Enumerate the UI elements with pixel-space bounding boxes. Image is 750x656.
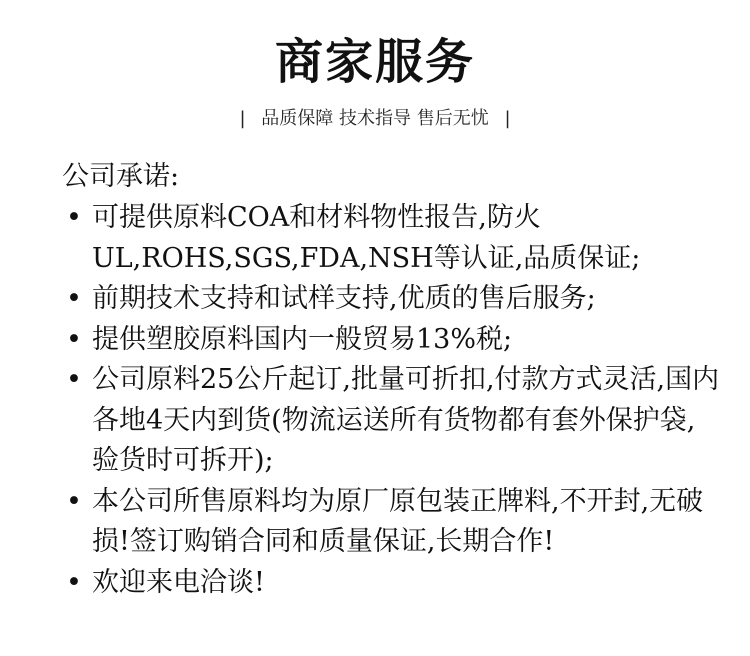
list-item bbox=[62, 482, 722, 563]
list-item-text: 提供塑胶原料国内一般贸易13%税; bbox=[92, 323, 513, 355]
list-item-text: 前期技术支持和试样支持,优质的售后服务; bbox=[92, 283, 596, 314]
bullet-icon: • bbox=[66, 323, 82, 355]
list-item bbox=[62, 279, 722, 320]
list-item bbox=[62, 360, 722, 482]
bullet-icon: • bbox=[66, 566, 82, 598]
bullet-icon: • bbox=[66, 364, 82, 395]
list-item bbox=[62, 198, 722, 279]
bullet-icon: • bbox=[66, 202, 82, 233]
list-item bbox=[62, 320, 722, 361]
divider-right: | bbox=[504, 108, 511, 129]
subtitle-text: 品质保障 技术指导 售后无忧 bbox=[261, 108, 489, 129]
page-title: 商家服务 bbox=[274, 34, 475, 90]
list-item-text: 公司原料25公斤起订,批量可折扣,付款方式灵活,国内各地4天内到货(物流运送所有货物都有套外保护袋,验货时可拆开); bbox=[92, 364, 720, 476]
list-item-text: 本公司所售原料均为原厂原包装正牌料,不开封,无破损!签订购销合同和质量保证,长期合作! bbox=[92, 485, 704, 557]
divider-left: | bbox=[239, 108, 246, 129]
list-item-text: 欢迎来电洽谈! bbox=[92, 566, 265, 598]
commitment-heading: 公司承诺: bbox=[62, 161, 180, 192]
subtitle bbox=[0, 106, 750, 132]
bullet-icon: • bbox=[66, 485, 82, 517]
bullet-icon: • bbox=[66, 283, 82, 314]
list-item bbox=[62, 563, 722, 604]
commitment-list bbox=[62, 198, 722, 603]
list-item-text: 可提供原料COA和材料物性报告,防火UL,ROHS,SGS,FDA,NSH等认证,品质保证; bbox=[92, 202, 641, 274]
